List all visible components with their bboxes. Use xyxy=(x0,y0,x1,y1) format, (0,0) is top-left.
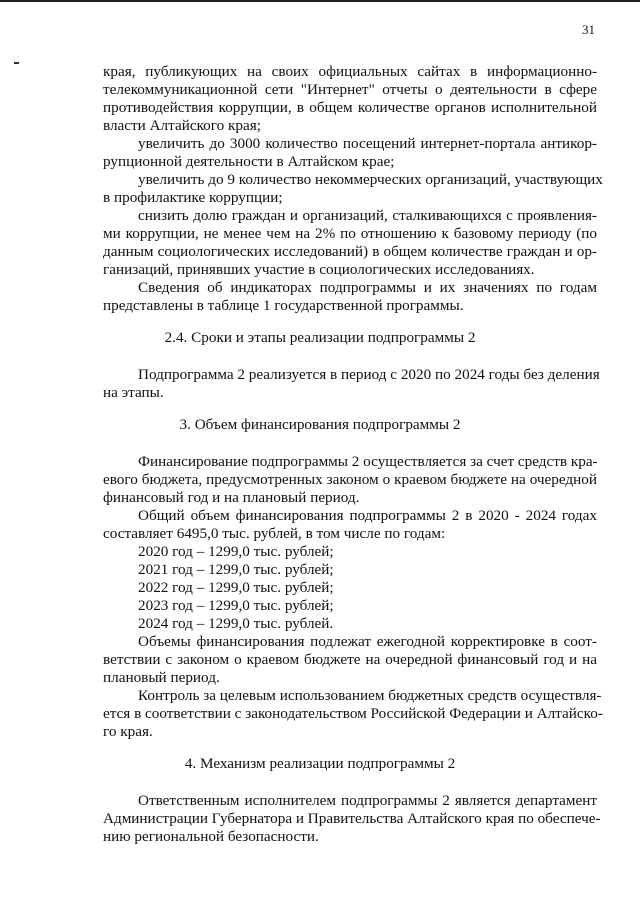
text-line: Ответственным исполнителем подпрограммы 2 является департамент xyxy=(138,792,597,809)
section-heading: 2.4. Сроки и этапы реализации подпрограммы 2 xyxy=(164,329,476,346)
text-line: противодействия коррупции, в общем количестве органов исполнительной xyxy=(103,99,597,116)
text-line: Администрации Губернатора и Правительства Алтайского края по обеспече- xyxy=(103,810,601,827)
text-line: Объемы финансирования подлежат ежегодной корректировке в соот- xyxy=(138,633,597,650)
text-line: финансовый год и на плановый период. xyxy=(103,489,360,506)
scan-top-border xyxy=(0,0,640,2)
section-heading: 4. Механизм реализации подпрограммы 2 xyxy=(184,755,456,772)
text-line: снизить долю граждан и организаций, сталкивающихся с проявления- xyxy=(138,207,597,224)
text-line: власти Алтайского края; xyxy=(103,117,261,134)
text-line: представлены в таблице 1 государственной программы. xyxy=(103,297,464,314)
section-heading: 3. Объем финансирования подпрограммы 2 xyxy=(179,416,461,433)
scan-speck xyxy=(14,62,19,64)
text-line: ветствии с законом о краевом бюджете на очередной финансовый год и на xyxy=(103,651,597,668)
funding-year-item: 2022 год – 1299,0 тыс. рублей; xyxy=(138,579,334,596)
text-line: ми коррупции, не менее чем на 2% по отношению к базовому периоду (по xyxy=(103,225,597,242)
text-line: телекоммуникационной сети "Интернет" отчеты о деятельности в сфере xyxy=(103,81,597,98)
text-line: Контроль за целевым использованием бюджетных средств осуществля- xyxy=(138,687,602,704)
text-line: Финансирование подпрограммы 2 осуществляется за счет средств кра- xyxy=(138,453,598,470)
text-line: в профилактике коррупции; xyxy=(103,189,283,206)
page-number: 31 xyxy=(582,22,595,37)
text-line: го края. xyxy=(103,723,153,740)
text-line: увеличить до 3000 количество посещений интернет-портала антикор- xyxy=(138,135,597,152)
funding-year-item: 2020 год – 1299,0 тыс. рублей; xyxy=(138,543,334,560)
funding-year-item: 2021 год – 1299,0 тыс. рублей; xyxy=(138,561,334,578)
text-line: плановый период. xyxy=(103,669,220,686)
text-line: Общий объем финансирования подпрограммы 2 в 2020 - 2024 годах xyxy=(138,507,597,524)
text-line: евого бюджета, предусмотренных законом о краевом бюджете на очередной xyxy=(103,471,597,488)
text-line: увеличить до 9 количество некоммерческих организаций, участвующих xyxy=(138,171,603,188)
text-line: данным социологических исследований) в общем количестве граждан и ор- xyxy=(103,243,597,260)
text-line: составляет 6495,0 тыс. рублей, в том числе по годам: xyxy=(103,525,446,542)
text-line: Подпрограмма 2 реализуется в период с 2020 по 2024 годы без деления xyxy=(138,366,600,383)
text-line: на этапы. xyxy=(103,384,164,401)
funding-year-item: 2024 год – 1299,0 тыс. рублей. xyxy=(138,615,334,632)
text-line: ганизаций, принявших участие в социологических исследованиях. xyxy=(103,261,535,278)
text-line: Сведения об индикаторах подпрограммы и их значениях по годам xyxy=(138,279,597,296)
funding-year-item: 2023 год – 1299,0 тыс. рублей; xyxy=(138,597,334,614)
text-line: ется в соответствии с законодательством Российской Федерации и Алтайско- xyxy=(103,705,603,722)
text-line: края, публикующих на своих официальных сайтах в информационно- xyxy=(103,63,597,80)
text-line: нию региональной безопасности. xyxy=(103,828,319,845)
text-line: рупционной деятельности в Алтайском крае; xyxy=(103,153,395,170)
